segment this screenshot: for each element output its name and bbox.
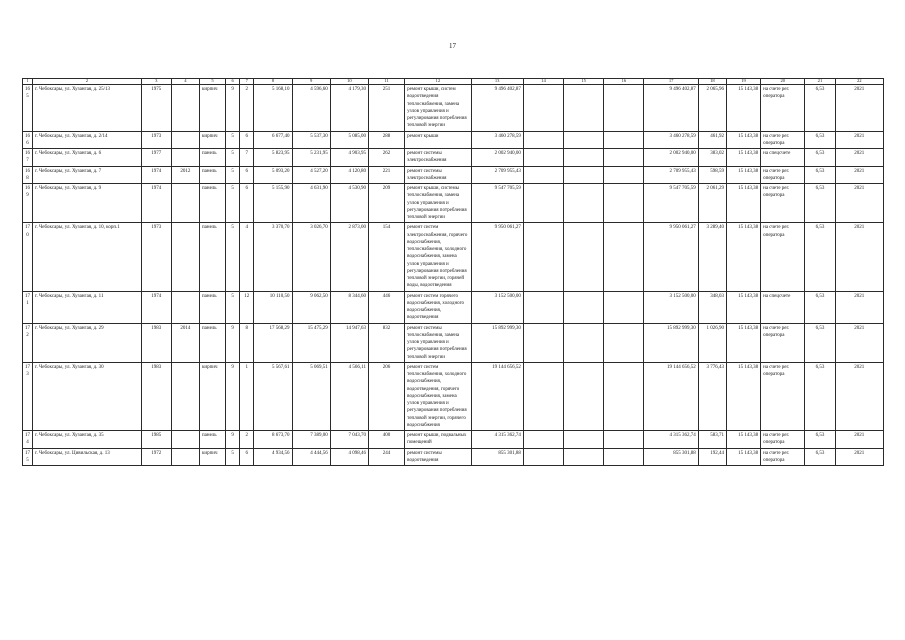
column-number: 17	[644, 79, 698, 85]
works-description-cell: ремонт системы теплоснабжения, замена узлов управления и регулирования потребления тепловой энергии	[405, 323, 471, 362]
planned-year-cell: 2021	[835, 323, 883, 362]
residential-area-cell: 2 873,00	[330, 223, 368, 291]
fund-method-cell: на счете рег. оператора	[761, 448, 805, 466]
floors-cell: 5	[226, 223, 240, 291]
table-row	[23, 323, 884, 362]
cost-col-15-cell	[564, 223, 604, 291]
contribution-rate-cell: 6,53	[805, 223, 835, 291]
row-number-cell: 171	[23, 291, 33, 323]
address-cell: г. Чебоксары, ул. Хузангая, д. 30	[33, 362, 142, 430]
cost-limit-cell: 15 143,38	[726, 223, 760, 291]
row-number-cell: 169	[23, 184, 33, 223]
living-area-cell: 3 026,70	[292, 223, 330, 291]
cost-col-15-cell	[564, 362, 604, 430]
works-description-cell: ремонт системы электроснабжения	[405, 149, 471, 167]
unit-cost-cell: 192,44	[698, 448, 726, 466]
total-area-cell: 5 168,10	[254, 85, 292, 132]
floors-cell: 5	[226, 448, 240, 466]
residents-cell: 221	[368, 166, 404, 184]
works-description-cell: ремонт крыши	[405, 131, 471, 149]
fund-method-cell: на счете рег. оператора	[761, 166, 805, 184]
entrances-cell: 6	[240, 448, 254, 466]
column-number: 20	[761, 79, 805, 85]
living-area-cell: 5 231,95	[292, 149, 330, 167]
total-cost-cell: 19 144 656,52	[471, 362, 523, 430]
year-renovated-cell	[171, 291, 199, 323]
total-cost-cell: 855 301,88	[471, 448, 523, 466]
cost-col-14-cell	[523, 448, 563, 466]
living-area-cell: 9 062,50	[292, 291, 330, 323]
total-area-cell: 5 093,20	[254, 166, 292, 184]
total-area-cell: 10 110,50	[254, 291, 292, 323]
row-number-cell: 174	[23, 431, 33, 449]
owner-funds-cell: 19 144 656,52	[644, 362, 698, 430]
floors-cell: 9	[226, 362, 240, 430]
row-number-cell: 173	[23, 362, 33, 430]
cost-limit-cell: 15 143,38	[726, 85, 760, 132]
unit-cost-cell: 348,03	[698, 291, 726, 323]
unit-cost-cell: 3 776,43	[698, 362, 726, 430]
wall-material-cell: панель	[200, 149, 226, 167]
total-area-cell: 6 677,40	[254, 131, 292, 149]
total-area-cell: 5 567,61	[254, 362, 292, 430]
year-renovated-cell	[171, 448, 199, 466]
residents-cell: 400	[368, 431, 404, 449]
address-cell: г. Чебоксары, ул. Хузангая, д. 11	[33, 291, 142, 323]
cost-col-16-cell	[604, 85, 644, 132]
planned-year-cell: 2021	[835, 291, 883, 323]
contribution-rate-cell: 6,53	[805, 362, 835, 430]
column-number: 12	[405, 79, 471, 85]
row-number-cell: 175	[23, 448, 33, 466]
fund-method-cell: на счете рег. оператора	[761, 431, 805, 449]
year-renovated-cell	[171, 184, 199, 223]
residents-cell: 206	[368, 362, 404, 430]
living-area-cell: 4 444,56	[292, 448, 330, 466]
contribution-rate-cell: 6,53	[805, 85, 835, 132]
planned-year-cell: 2021	[835, 166, 883, 184]
row-number-cell: 172	[23, 323, 33, 362]
wall-material-cell: панель	[200, 323, 226, 362]
residents-cell: 209	[368, 184, 404, 223]
repair-program-table	[22, 78, 884, 466]
works-description-cell: ремонт крыши, подвальных помещений	[405, 431, 471, 449]
living-area-cell: 4 631,90	[292, 184, 330, 223]
wall-material-cell: кирпич	[200, 448, 226, 466]
year-built-cell: 1974	[141, 184, 171, 223]
row-number-cell: 168	[23, 166, 33, 184]
wall-material-cell: панель	[200, 184, 226, 223]
cost-col-15-cell	[564, 448, 604, 466]
cost-limit-cell: 15 143,38	[726, 291, 760, 323]
entrances-cell: 2	[240, 85, 254, 132]
table-row	[23, 149, 884, 167]
works-description-cell: ремонт крыши, системы теплоснабжения, замена узлов управления и регулирования потребления тепловой энергии	[405, 184, 471, 223]
works-description-cell: ремонт систем электроснабжения, горячего водоснабжения, теплоснабжения, холодного водоснабжения, замена узлов управления и регулирования потребления тепловой энергии, горячей воды, водоотведения	[405, 223, 471, 291]
cost-col-15-cell	[564, 323, 604, 362]
works-description-cell: ремонт систем теплоснабжения, холодного водоснабжения, водоотведения, горячего водоснабжения, замена узлов управления и регулирования потребления тепловой энергии, горячего водоснабжения	[405, 362, 471, 430]
residential-area-cell: 4 120,80	[330, 166, 368, 184]
floors-cell: 5	[226, 291, 240, 323]
floors-cell: 9	[226, 431, 240, 449]
fund-method-cell: на счете рег. оператора	[761, 85, 805, 132]
column-number: 13	[471, 79, 523, 85]
wall-material-cell: панель	[200, 223, 226, 291]
cost-col-16-cell	[604, 131, 644, 149]
column-number: 4	[171, 79, 199, 85]
living-area-cell: 4 596,60	[292, 85, 330, 132]
column-number: 10	[330, 79, 368, 85]
unit-cost-cell: 2 065,96	[698, 85, 726, 132]
column-number: 6	[226, 79, 240, 85]
entrances-cell: 1	[240, 362, 254, 430]
planned-year-cell: 2021	[835, 448, 883, 466]
works-description-cell: ремонт системы электроснабжения	[405, 166, 471, 184]
address-cell: г. Чебоксары, ул. Хузангая, д. 25/13	[33, 85, 142, 132]
wall-material-cell: панель	[200, 166, 226, 184]
cost-col-16-cell	[604, 149, 644, 167]
works-description-cell: ремонт системы водоотведения	[405, 448, 471, 466]
table-row	[23, 166, 884, 184]
cost-col-16-cell	[604, 431, 644, 449]
total-cost-cell: 2 709 955,43	[471, 166, 523, 184]
entrances-cell: 6	[240, 131, 254, 149]
column-number: 7	[240, 79, 254, 85]
unit-cost-cell: 3 289,40	[698, 223, 726, 291]
total-cost-cell: 3 152 500,00	[471, 291, 523, 323]
residents-cell: 154	[368, 223, 404, 291]
total-area-cell: 3 370,70	[254, 223, 292, 291]
year-built-cell: 1973	[141, 131, 171, 149]
cost-limit-cell: 15 143,38	[726, 323, 760, 362]
entrances-cell: 8	[240, 323, 254, 362]
address-cell: г. Чебоксары, ул. Хузангая, д. 6	[33, 149, 142, 167]
residents-cell: 244	[368, 448, 404, 466]
cost-col-15-cell	[564, 291, 604, 323]
contribution-rate-cell: 6,53	[805, 131, 835, 149]
table-row	[23, 362, 884, 430]
living-area-cell: 5 537,30	[292, 131, 330, 149]
contribution-rate-cell: 6,53	[805, 166, 835, 184]
residents-cell: 288	[368, 131, 404, 149]
cost-limit-cell: 15 143,38	[726, 362, 760, 430]
owner-funds-cell: 3 152 500,00	[644, 291, 698, 323]
fund-method-cell: на счете рег. оператора	[761, 223, 805, 291]
year-renovated-cell	[171, 131, 199, 149]
cost-limit-cell: 15 143,38	[726, 431, 760, 449]
fund-method-cell: на счете рег. оператора	[761, 323, 805, 362]
year-renovated-cell	[171, 149, 199, 167]
planned-year-cell: 2021	[835, 131, 883, 149]
cost-col-14-cell	[523, 362, 563, 430]
entrances-cell: 4	[240, 223, 254, 291]
contribution-rate-cell: 6,53	[805, 448, 835, 466]
living-area-cell: 5 069,51	[292, 362, 330, 430]
column-number: 8	[254, 79, 292, 85]
column-number: 21	[805, 79, 835, 85]
residents-cell: 832	[368, 323, 404, 362]
fund-method-cell: на счете рег. оператора	[761, 131, 805, 149]
owner-funds-cell: 9 950 061,27	[644, 223, 698, 291]
wall-material-cell: панель	[200, 291, 226, 323]
contribution-rate-cell: 6,53	[805, 323, 835, 362]
cost-col-16-cell	[604, 166, 644, 184]
column-number: 15	[564, 79, 604, 85]
total-area-cell: 5 155,90	[254, 184, 292, 223]
cost-col-14-cell	[523, 184, 563, 223]
owner-funds-cell: 4 315 362,74	[644, 431, 698, 449]
cost-col-15-cell	[564, 85, 604, 132]
cost-col-14-cell	[523, 431, 563, 449]
table-row	[23, 131, 884, 149]
total-cost-cell: 4 315 362,74	[471, 431, 523, 449]
address-cell: г. Чебоксары, ул. Цивильская, д. 13	[33, 448, 142, 466]
address-cell: г. Чебоксары, ул. Хузангая, д. 35	[33, 431, 142, 449]
cost-col-14-cell	[523, 323, 563, 362]
owner-funds-cell: 2 002 940,00	[644, 149, 698, 167]
residential-area-cell: 5 085,00	[330, 131, 368, 149]
year-renovated-cell	[171, 85, 199, 132]
unit-cost-cell: 1 026,90	[698, 323, 726, 362]
year-built-cell: 1974	[141, 166, 171, 184]
year-renovated-cell: 2014	[171, 323, 199, 362]
cost-col-15-cell	[564, 184, 604, 223]
entrances-cell: 6	[240, 184, 254, 223]
cost-col-15-cell	[564, 431, 604, 449]
fund-method-cell: на спецсчете	[761, 149, 805, 167]
residential-area-cell: 7 043,70	[330, 431, 368, 449]
floors-cell: 9	[226, 85, 240, 132]
works-description-cell: ремонт систем горячего водоснабжения, холодного водоснабжения, водоотведения	[405, 291, 471, 323]
floors-cell: 5	[226, 184, 240, 223]
table-row	[23, 184, 884, 223]
address-cell: г. Чебоксары, ул. Хузангая, д. 10, корп.1	[33, 223, 142, 291]
address-cell: г. Чебоксары, ул. Хузангая, д. 29	[33, 323, 142, 362]
residents-cell: 262	[368, 149, 404, 167]
cost-col-15-cell	[564, 131, 604, 149]
cost-col-16-cell	[604, 323, 644, 362]
column-number: 18	[698, 79, 726, 85]
living-area-cell: 15 475,29	[292, 323, 330, 362]
owner-funds-cell: 9 547 705,59	[644, 184, 698, 223]
entrances-cell: 6	[240, 166, 254, 184]
contribution-rate-cell: 6,53	[805, 149, 835, 167]
unit-cost-cell: 461,92	[698, 131, 726, 149]
year-built-cell: 1983	[141, 362, 171, 430]
contribution-rate-cell: 6,53	[805, 184, 835, 223]
address-cell: г. Чебоксары, ул. Хузангая, д. 7	[33, 166, 142, 184]
column-number: 11	[368, 79, 404, 85]
entrances-cell: 12	[240, 291, 254, 323]
cost-col-14-cell	[523, 85, 563, 132]
year-built-cell: 1974	[141, 291, 171, 323]
contribution-rate-cell: 6,53	[805, 291, 835, 323]
cost-col-16-cell	[604, 362, 644, 430]
total-area-cell: 8 673,70	[254, 431, 292, 449]
residential-area-cell: 14 947,63	[330, 323, 368, 362]
row-number-cell: 170	[23, 223, 33, 291]
column-number: 3	[141, 79, 171, 85]
unit-cost-cell: 2 061,29	[698, 184, 726, 223]
column-number: 22	[835, 79, 883, 85]
residential-area-cell: 4 098,46	[330, 448, 368, 466]
cost-col-15-cell	[564, 149, 604, 167]
cost-limit-cell: 15 143,38	[726, 448, 760, 466]
residential-area-cell: 4 903,95	[330, 149, 368, 167]
wall-material-cell: кирпич	[200, 131, 226, 149]
year-renovated-cell	[171, 223, 199, 291]
residential-area-cell: 4 530,90	[330, 184, 368, 223]
total-area-cell: 4 934,56	[254, 448, 292, 466]
floors-cell: 5	[226, 166, 240, 184]
total-cost-cell: 9 547 705,59	[471, 184, 523, 223]
floors-cell: 9	[226, 323, 240, 362]
living-area-cell: 4 527,20	[292, 166, 330, 184]
cost-col-14-cell	[523, 166, 563, 184]
planned-year-cell: 2021	[835, 184, 883, 223]
row-number-cell: 166	[23, 131, 33, 149]
residents-cell: 251	[368, 85, 404, 132]
total-cost-cell: 9 950 061,27	[471, 223, 523, 291]
cost-col-14-cell	[523, 291, 563, 323]
fund-method-cell: на счете рег. оператора	[761, 184, 805, 223]
row-number-cell: 167	[23, 149, 33, 167]
entrances-cell: 7	[240, 149, 254, 167]
planned-year-cell: 2021	[835, 85, 883, 132]
year-built-cell: 1975	[141, 85, 171, 132]
entrances-cell: 2	[240, 431, 254, 449]
unit-cost-cell: 583,71	[698, 431, 726, 449]
column-number: 14	[523, 79, 563, 85]
row-number-cell: 165	[23, 85, 33, 132]
table-row	[23, 223, 884, 291]
column-number: 16	[604, 79, 644, 85]
owner-funds-cell: 855 301,88	[644, 448, 698, 466]
unit-cost-cell: 598,59	[698, 166, 726, 184]
residential-area-cell: 4 566,11	[330, 362, 368, 430]
owner-funds-cell: 3 460 278,59	[644, 131, 698, 149]
address-cell: г. Чебоксары, ул. Хузангая, д. 2/14	[33, 131, 142, 149]
cost-col-16-cell	[604, 184, 644, 223]
year-built-cell: 1972	[141, 448, 171, 466]
residential-area-cell: 8 344,60	[330, 291, 368, 323]
year-built-cell: 1977	[141, 149, 171, 167]
floors-cell: 5	[226, 149, 240, 167]
column-number: 2	[33, 79, 142, 85]
cost-col-14-cell	[523, 149, 563, 167]
total-area-cell: 5 823,95	[254, 149, 292, 167]
floors-cell: 5	[226, 131, 240, 149]
year-built-cell: 1985	[141, 431, 171, 449]
residents-cell: 446	[368, 291, 404, 323]
column-number: 9	[292, 79, 330, 85]
year-renovated-cell: 2012	[171, 166, 199, 184]
owner-funds-cell: 9 496 402,87	[644, 85, 698, 132]
wall-material-cell: кирпич	[200, 85, 226, 132]
cost-limit-cell: 15 143,38	[726, 184, 760, 223]
wall-material-cell: панель	[200, 431, 226, 449]
year-renovated-cell	[171, 362, 199, 430]
table-row	[23, 431, 884, 449]
cost-limit-cell: 15 143,38	[726, 149, 760, 167]
planned-year-cell: 2021	[835, 149, 883, 167]
address-cell: г. Чебоксары, ул. Хузангая, д. 9	[33, 184, 142, 223]
total-cost-cell: 9 496 402,87	[471, 85, 523, 132]
page-number: 17	[449, 42, 456, 50]
table-row	[23, 291, 884, 323]
cost-col-14-cell	[523, 131, 563, 149]
works-description-cell: ремонт крыши, систем водоотведения теплоснабжения, замена узлов управления и регулирования потребления тепловой энергии	[405, 85, 471, 132]
fund-method-cell: на спецсчете	[761, 291, 805, 323]
fund-method-cell: на счете рег. оператора	[761, 362, 805, 430]
wall-material-cell: кирпич	[200, 362, 226, 430]
planned-year-cell: 2021	[835, 223, 883, 291]
cost-col-16-cell	[604, 448, 644, 466]
contribution-rate-cell: 6,53	[805, 431, 835, 449]
total-cost-cell: 3 460 278,59	[471, 131, 523, 149]
unit-cost-cell: 383,02	[698, 149, 726, 167]
residential-area-cell: 4 179,30	[330, 85, 368, 132]
living-area-cell: 7 389,00	[292, 431, 330, 449]
cost-col-16-cell	[604, 223, 644, 291]
column-number: 5	[200, 79, 226, 85]
year-built-cell: 1983	[141, 323, 171, 362]
cost-col-14-cell	[523, 223, 563, 291]
column-number: 19	[726, 79, 760, 85]
total-area-cell: 17 568,29	[254, 323, 292, 362]
cost-col-16-cell	[604, 291, 644, 323]
year-renovated-cell	[171, 431, 199, 449]
total-cost-cell: 15 892 999,30	[471, 323, 523, 362]
year-built-cell: 1973	[141, 223, 171, 291]
table-row	[23, 448, 884, 466]
cost-col-15-cell	[564, 166, 604, 184]
planned-year-cell: 2021	[835, 362, 883, 430]
owner-funds-cell: 15 892 999,30	[644, 323, 698, 362]
cost-limit-cell: 15 143,38	[726, 166, 760, 184]
column-number: 1	[23, 79, 33, 85]
planned-year-cell: 2021	[835, 431, 883, 449]
total-cost-cell: 2 002 940,00	[471, 149, 523, 167]
owner-funds-cell: 2 709 955,43	[644, 166, 698, 184]
table-row	[23, 85, 884, 132]
cost-limit-cell: 15 143,38	[726, 131, 760, 149]
